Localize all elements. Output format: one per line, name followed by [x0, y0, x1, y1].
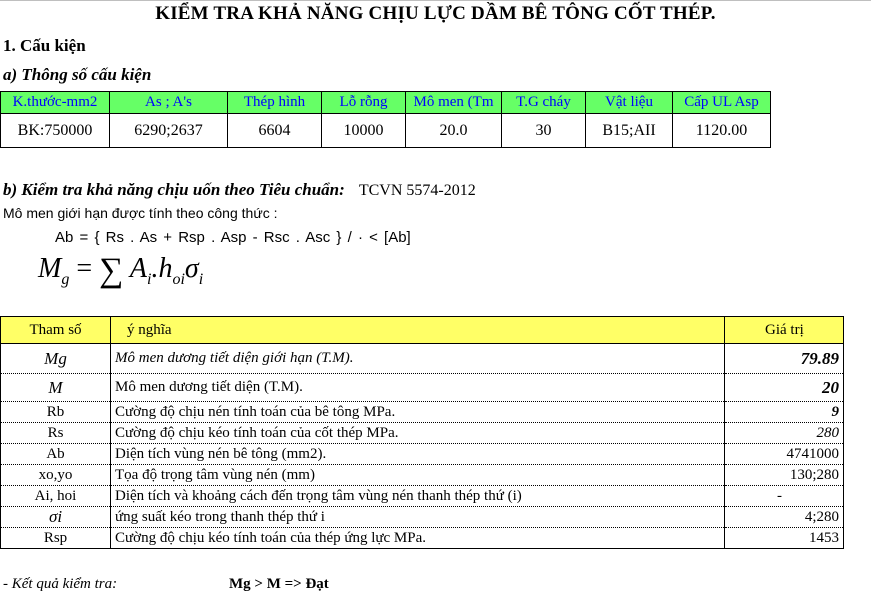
formula-mg-h-sub: oi [172, 271, 185, 288]
row-value[interactable]: 4741000 [725, 444, 844, 465]
formula-mg-lhs-sub: g [61, 271, 70, 288]
param-value-void[interactable]: 10000 [322, 114, 406, 148]
row-meaning[interactable]: Cường độ chịu nén tính toán của bê tông MPa. [111, 402, 725, 423]
formula-ab: Ab = { Rs . As + Rsp . Asp - Rsc . Asc } / · < [Ab] [55, 229, 411, 246]
param-value-material[interactable]: B15;AII [586, 114, 673, 148]
table-row [1, 486, 844, 507]
row-value[interactable]: 4;280 [725, 507, 844, 528]
formula-mg-eq: = [76, 253, 93, 284]
table-row [1, 528, 844, 549]
param-value-prestress[interactable]: 1120.00 [673, 114, 771, 148]
row-param[interactable]: M [1, 374, 111, 402]
param-header-reinforcement[interactable]: As ; A's [110, 92, 228, 114]
formula-mg-sigma: σ [184, 253, 199, 284]
table-row [1, 374, 844, 402]
section-heading-parameters: a) Thông số cấu kiện [3, 65, 152, 84]
formula-mg-a: A [129, 253, 147, 284]
param-value-dimension[interactable]: BK:750000 [1, 114, 110, 148]
formula-mg [38, 252, 203, 290]
standard-code: TCVN 5574-2012 [358, 182, 476, 199]
table-row [1, 444, 844, 465]
header-value[interactable]: Giá trị [725, 317, 844, 344]
top-border-line [0, 0, 871, 1]
row-param[interactable]: σi [1, 507, 111, 528]
results-header-row [1, 317, 844, 344]
param-value-steel-shape[interactable]: 6604 [228, 114, 322, 148]
parameters-table [0, 91, 771, 148]
formula-note: Mô men giới hạn được tính theo công thức : [3, 205, 278, 221]
row-meaning[interactable]: Mô men dương tiết diện (T.M). [111, 374, 725, 402]
param-header-fire-time[interactable]: T.G cháy [502, 92, 586, 114]
parameters-value-row [1, 114, 771, 148]
page-title: KIỂM TRA KHẢ NĂNG CHỊU LỰC DẦM BÊ TÔNG CỐT THÉP. [155, 3, 716, 24]
row-meaning[interactable]: Diện tích và khoảng cách đến trọng tâm vùng nén thanh thép thứ (i) [111, 486, 725, 507]
row-meaning[interactable]: Tọa độ trọng tâm vùng nén (mm) [111, 465, 725, 486]
row-param[interactable]: Rb [1, 402, 111, 423]
param-header-moment[interactable]: Mô men (Tm [406, 92, 502, 114]
row-meaning[interactable]: ứng suất kéo trong thanh thép thứ i [111, 507, 725, 528]
row-meaning[interactable]: Cường độ chịu kéo tính toán của cốt thép MPa. [111, 423, 725, 444]
row-value[interactable]: 9 [725, 402, 844, 423]
param-header-material[interactable]: Vật liệu [586, 92, 673, 114]
row-value[interactable]: 20 [725, 374, 844, 402]
row-value[interactable]: 1453 [725, 528, 844, 549]
table-row [1, 465, 844, 486]
table-row [1, 344, 844, 374]
section-heading-bending-check [3, 180, 476, 200]
row-meaning[interactable]: Mô men dương tiết diện giới hạn (T.M). [111, 344, 725, 374]
formula-mg-sigma-sub: i [198, 271, 204, 288]
param-value-reinforcement[interactable]: 6290;2637 [110, 114, 228, 148]
row-param[interactable]: Rs [1, 423, 111, 444]
row-param[interactable]: Ai, hoi [1, 486, 111, 507]
table-row [1, 402, 844, 423]
row-value[interactable]: 79.89 [725, 344, 844, 374]
row-param[interactable]: Rsp [1, 528, 111, 549]
formula-mg-a-sub: i [146, 271, 152, 288]
row-value[interactable]: - [725, 486, 844, 507]
row-param[interactable]: Mg [1, 344, 111, 374]
row-param[interactable]: Ab [1, 444, 111, 465]
row-meaning[interactable]: Cường độ chịu kéo tính toán của thép ứng lực MPa. [111, 528, 725, 549]
section-heading-components: 1. Cấu kiện [3, 36, 86, 55]
result-line [3, 576, 329, 593]
row-value[interactable]: 130;280 [725, 465, 844, 486]
table-row [1, 423, 844, 444]
results-table [0, 316, 844, 549]
param-value-moment[interactable]: 20.0 [406, 114, 502, 148]
table-row [1, 507, 844, 528]
header-meaning[interactable]: ý nghĩa [111, 317, 725, 344]
parameters-header-row [1, 92, 771, 114]
sum-symbol: ∑ [99, 252, 124, 289]
param-header-prestress[interactable]: Cấp UL Asp [673, 92, 771, 114]
row-param[interactable]: xo,yo [1, 465, 111, 486]
row-value[interactable]: 280 [725, 423, 844, 444]
formula-mg-lhs: M [38, 253, 62, 284]
param-header-steel-shape[interactable]: Thép hình [228, 92, 322, 114]
param-header-dimension[interactable]: K.thước-mm2 [1, 92, 110, 114]
result-value: Mg > M => Đạt [229, 576, 329, 592]
param-header-void[interactable]: Lỗ rỗng [322, 92, 406, 114]
bending-check-label: b) Kiểm tra khả năng chịu uốn theo Tiêu chuẩn: [3, 180, 345, 199]
formula-mg-h: .h [151, 253, 173, 284]
header-parameter[interactable]: Tham số [1, 317, 111, 344]
param-value-fire-time[interactable]: 30 [502, 114, 586, 148]
result-label: - Kết quả kiểm tra: [3, 576, 118, 592]
row-meaning[interactable]: Diện tích vùng nén bê tông (mm2). [111, 444, 725, 465]
